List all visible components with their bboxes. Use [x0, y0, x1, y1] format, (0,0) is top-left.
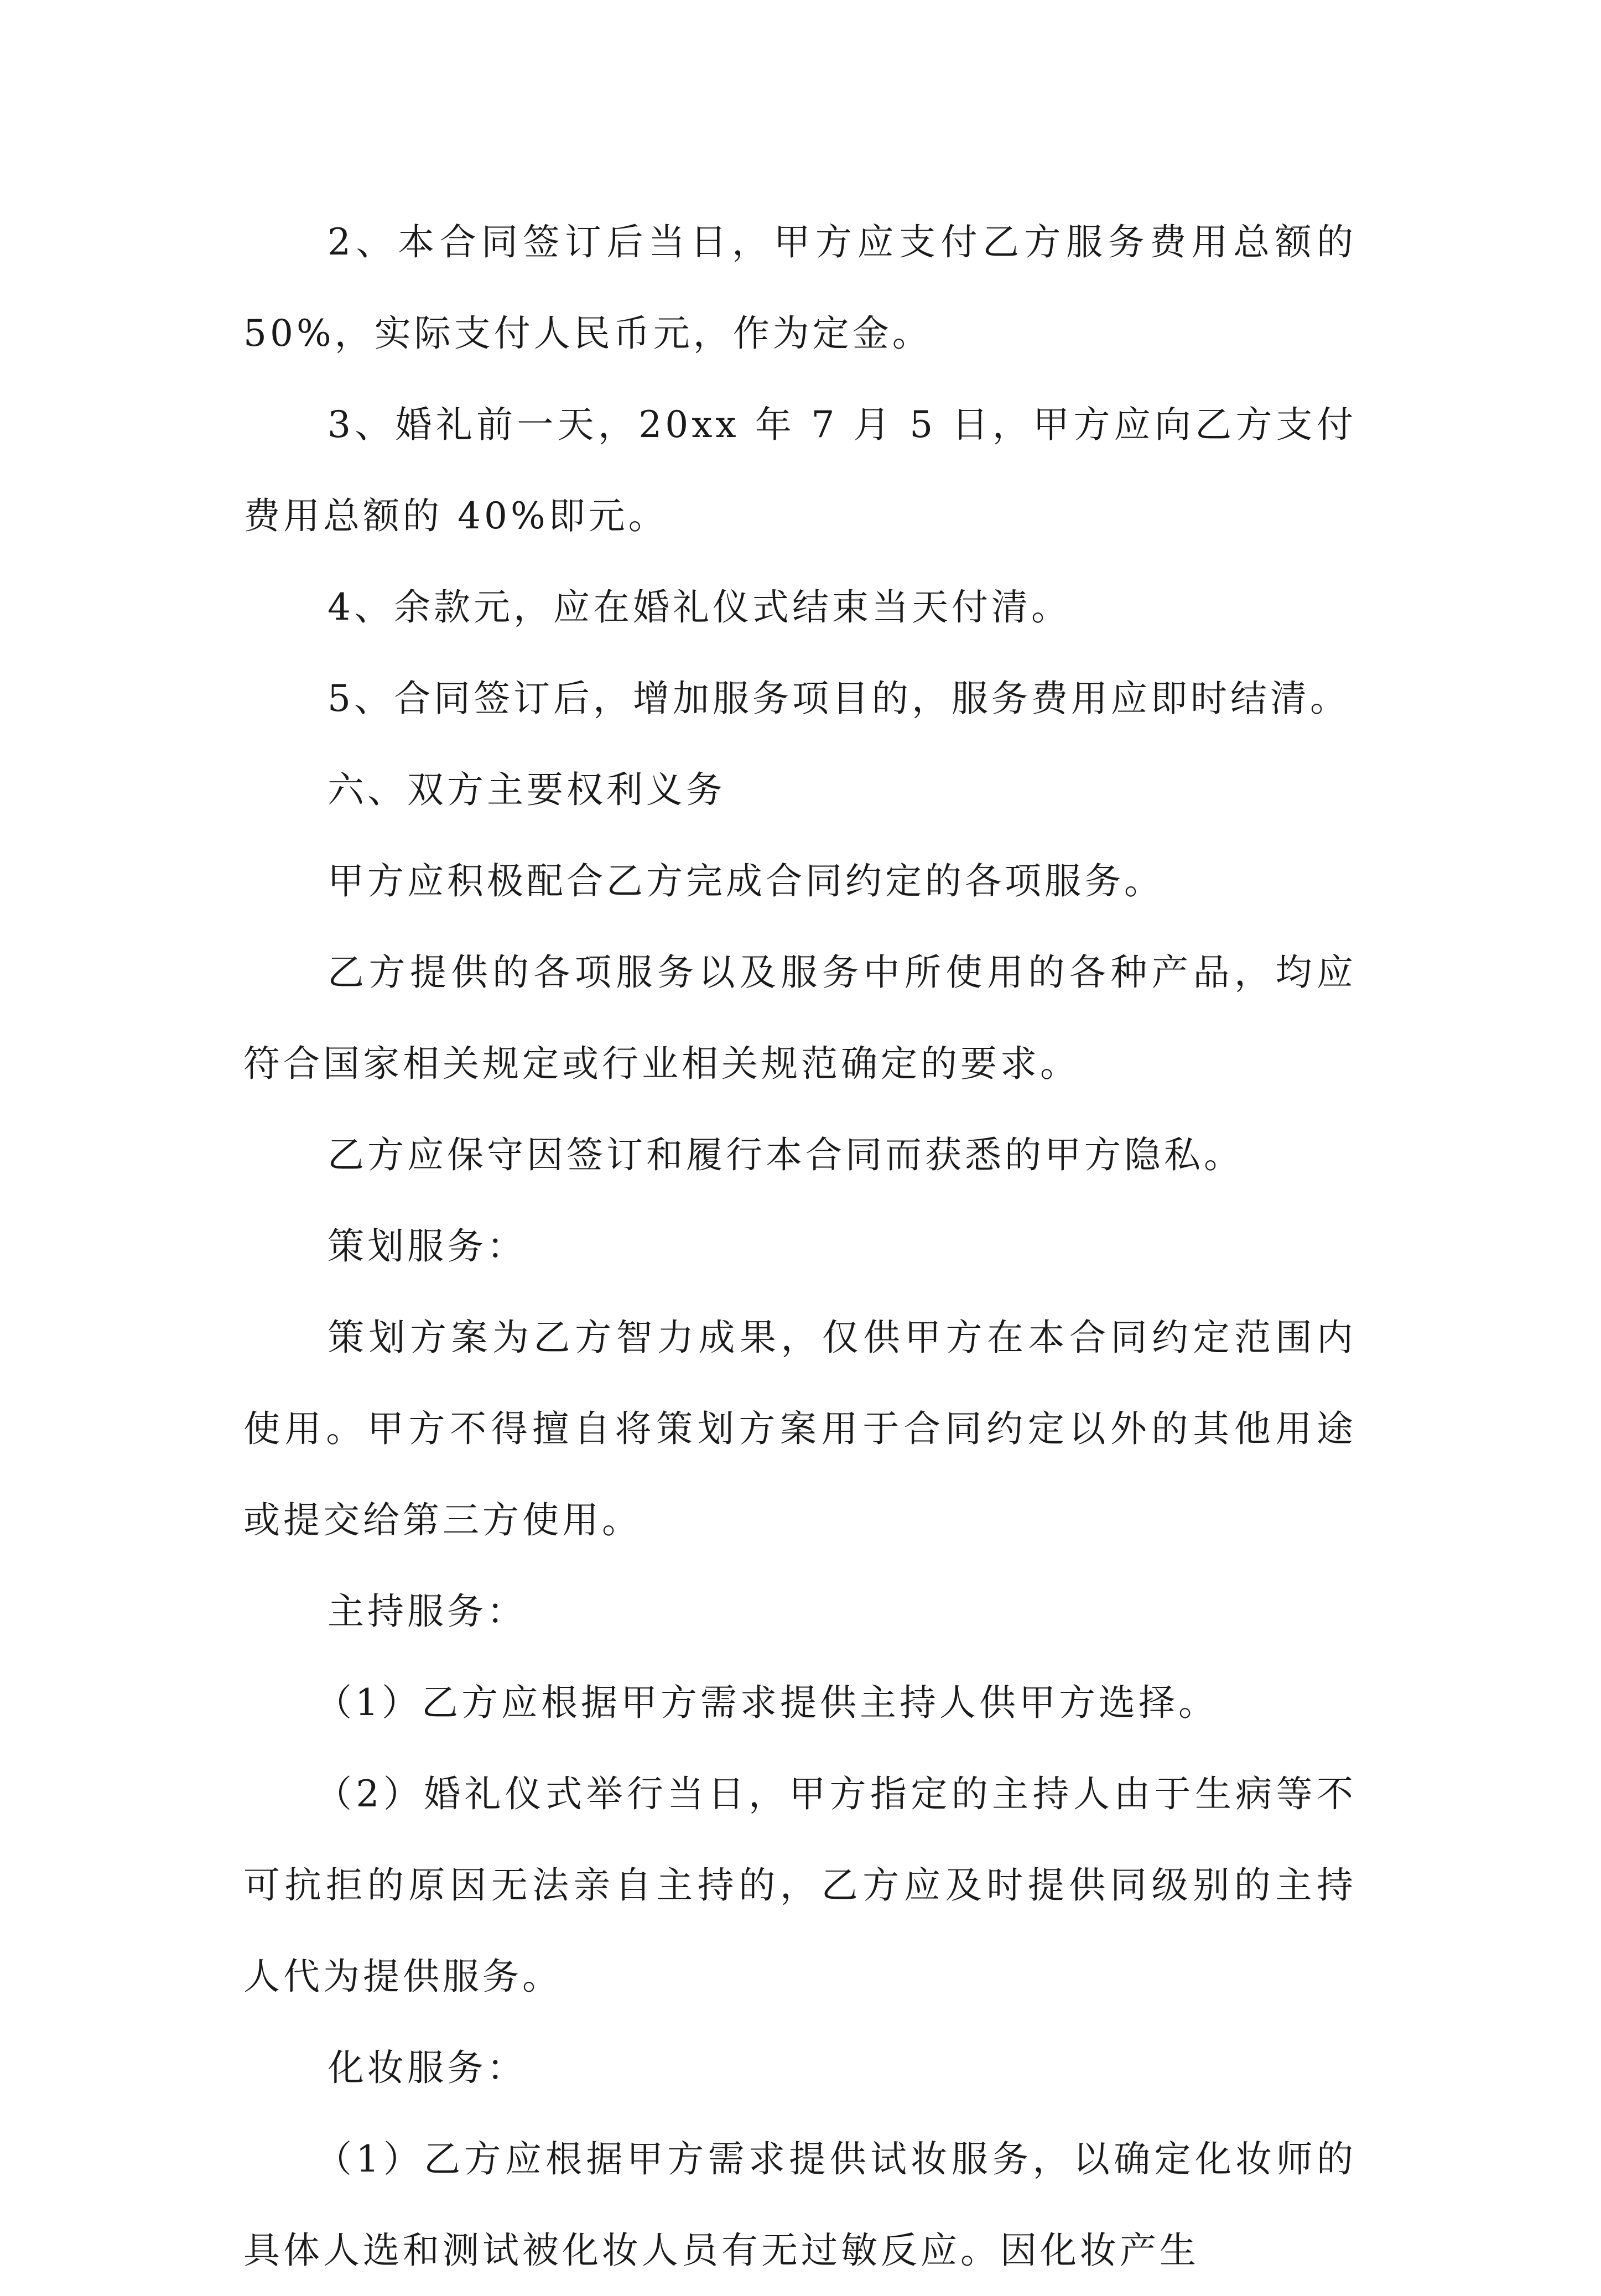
- paragraph-additional-services: 5、合同签订后，增加服务项目的，服务费用应即时结清。: [328, 677, 1350, 720]
- subheading-host-service: 主持服务：: [328, 1590, 527, 1633]
- section-heading-rights-obligations: 六、双方主要权利义务: [328, 768, 726, 811]
- paragraph-makeup-item-1: （1）乙方应根据甲方需求提供试妆服务，以确定化妆师的具体人选和测试被化妆人员有无过敏反应。因化妆产生: [243, 2138, 1356, 2272]
- paragraph-payment-deposit: 2、本合同签订后当日，甲方应支付乙方服务费用总额的 50%，实际支付人民币元，作为定金。: [243, 221, 1356, 355]
- paragraph-host-item-1: （1）乙方应根据甲方需求提供主持人供甲方选择。: [315, 1681, 1218, 1724]
- paragraph-payment-second: 3、婚礼前一天，20xx 年 7 月 5 日，甲方应向乙方支付费用总额的 40%即元。: [243, 403, 1356, 537]
- paragraph-privacy: 乙方应保守因签订和履行本合同而获悉的甲方隐私。: [328, 1134, 1244, 1176]
- subheading-makeup-service: 化妆服务：: [328, 2046, 527, 2089]
- document-body: [243, 196, 1356, 2296]
- paragraph-payment-balance: 4、余款元，应在婚礼仪式结束当天付清。: [328, 586, 1071, 628]
- paragraph-party-b-standards: 乙方提供的各项服务以及服务中所使用的各种产品，均应符合国家相关规定或行业相关规范确定的要求。: [243, 951, 1356, 1085]
- paragraph-party-a-cooperation: 甲方应积极配合乙方完成合同约定的各项服务。: [328, 860, 1164, 902]
- subheading-planning-service: 策划服务：: [328, 1225, 527, 1268]
- paragraph-planning-service: 策划方案为乙方智力成果，仅供甲方在本合同约定范围内使用。甲方不得擅自将策划方案用于合同约定以外的其他用途或提交给第三方使用。: [243, 1316, 1356, 1541]
- paragraph-host-item-2: （2）婚礼仪式举行当日，甲方指定的主持人由于生病等不可抗拒的原因无法亲自主持的，乙方应及时提供同级别的主持人代为提供服务。: [243, 1773, 1356, 1998]
